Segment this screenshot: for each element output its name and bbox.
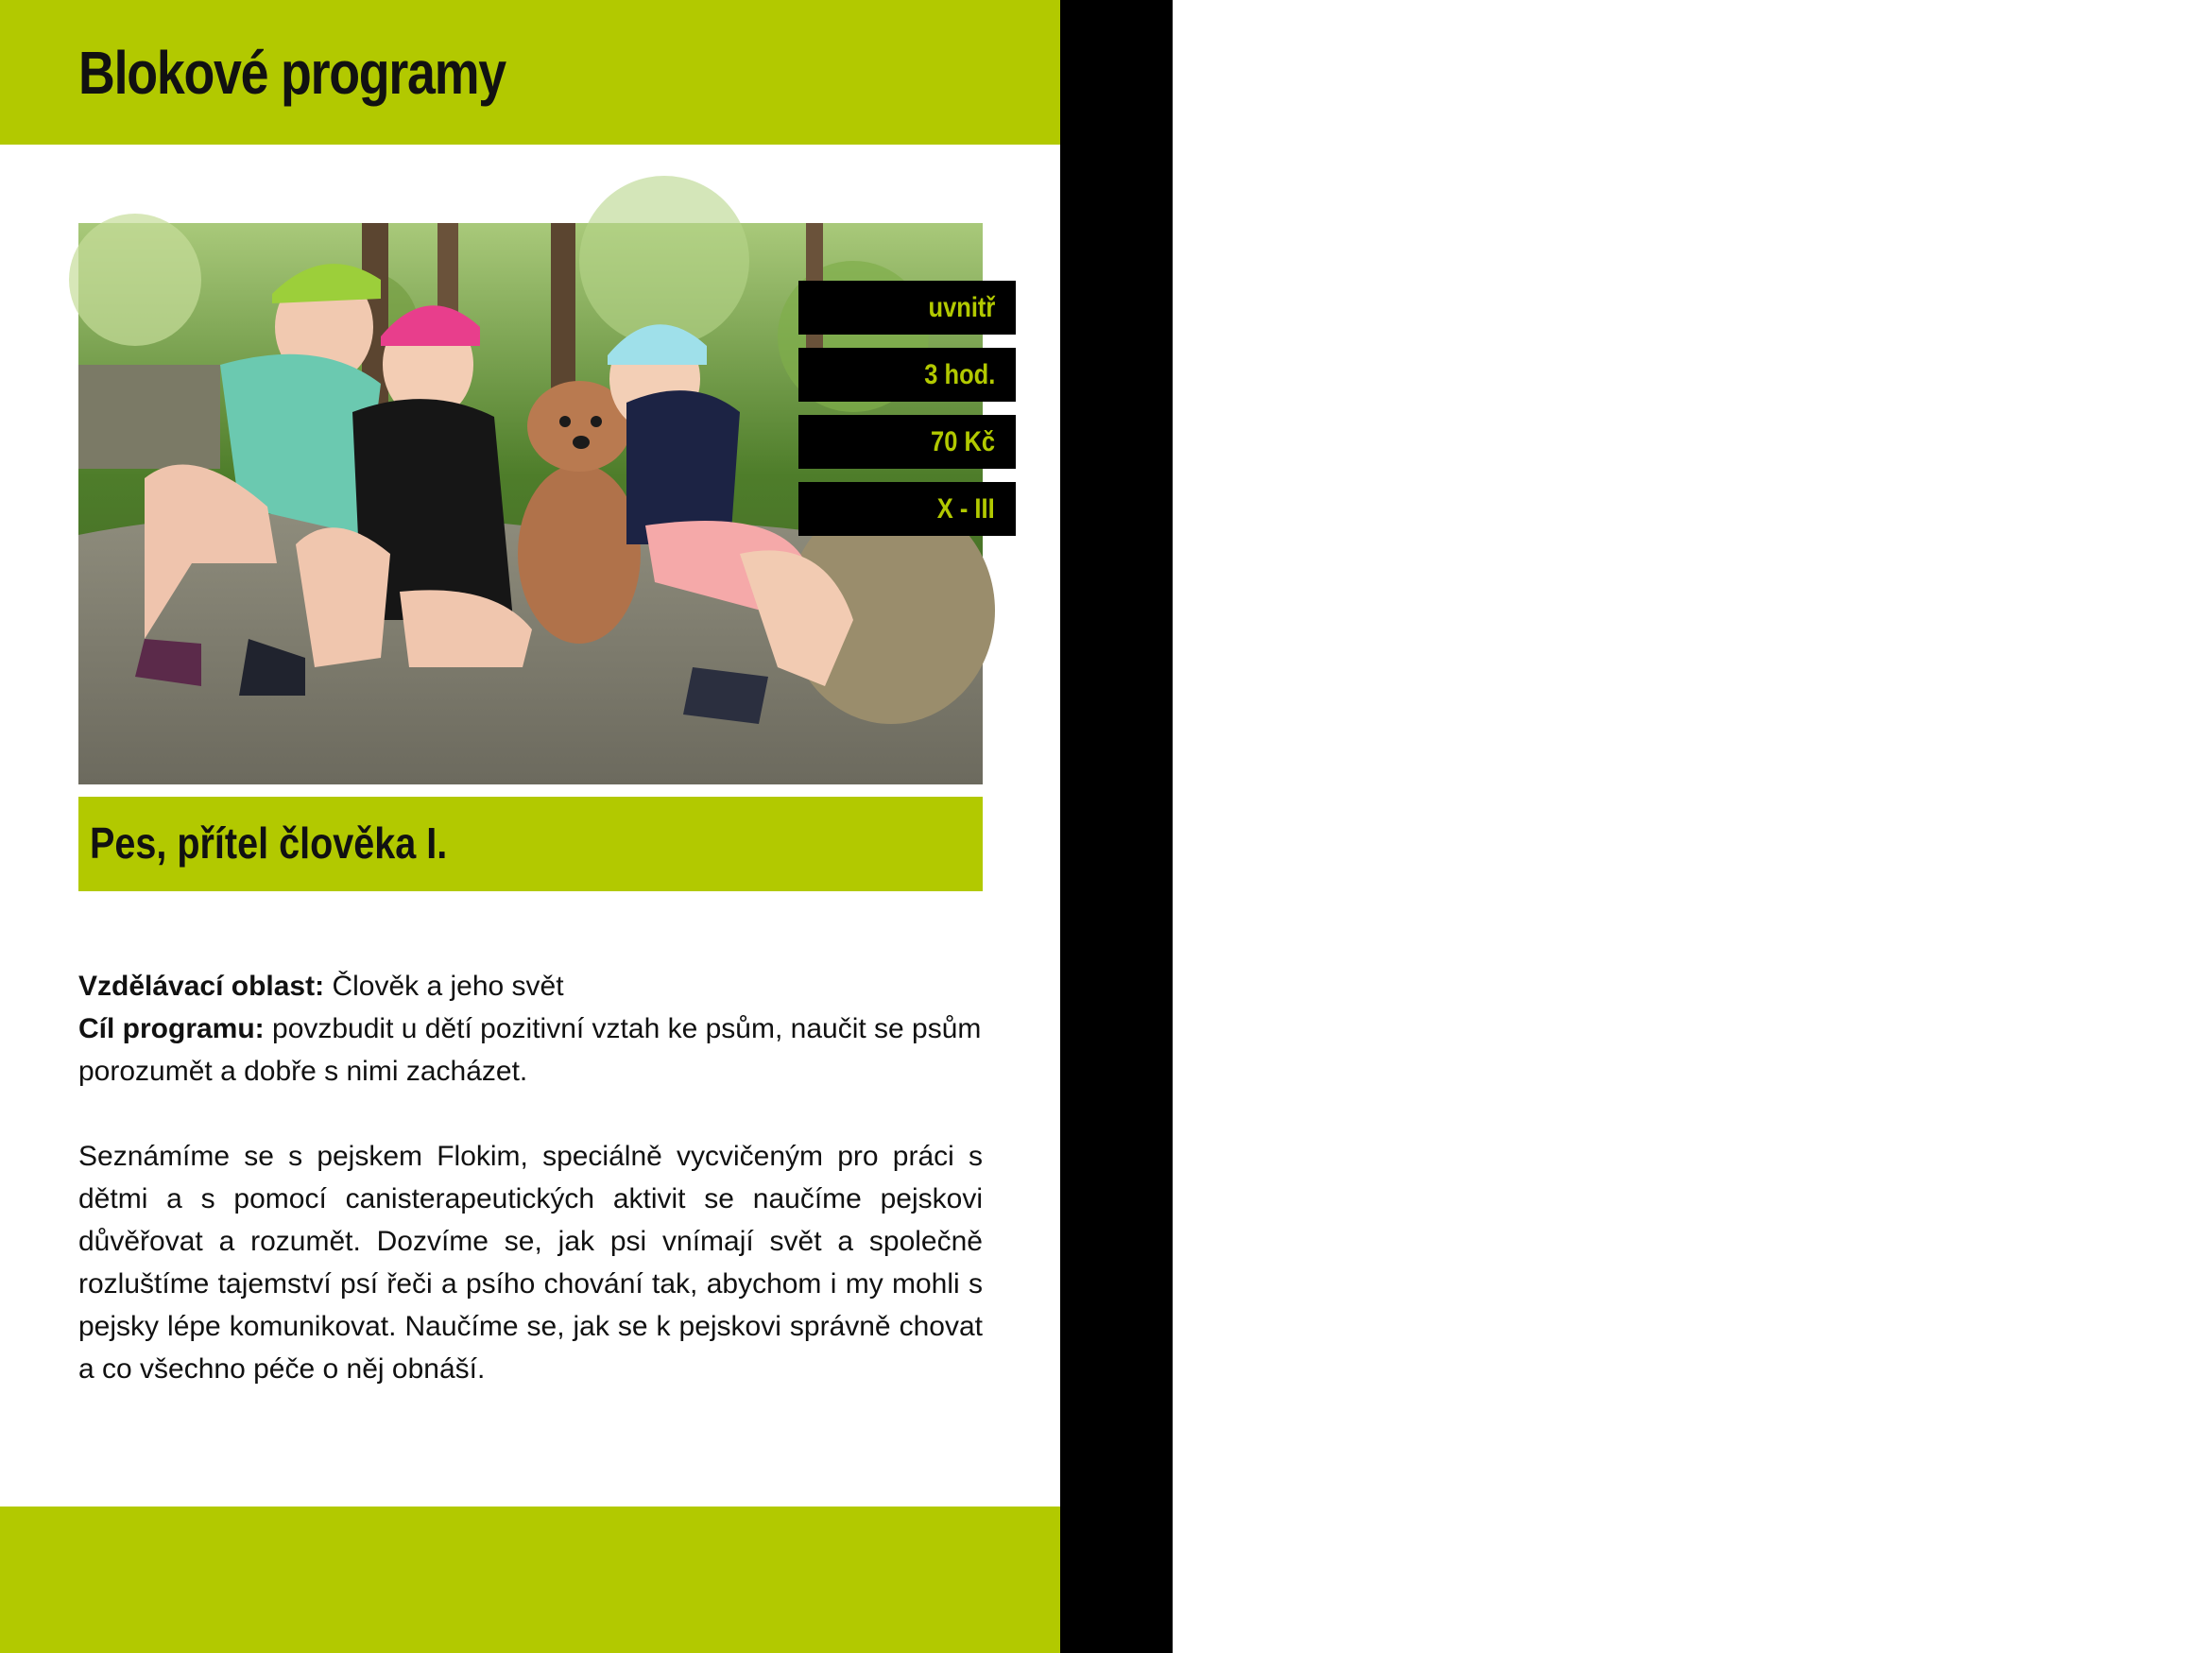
footer-bar (0, 1507, 1060, 1653)
tag-location: uvnitř (798, 281, 1016, 335)
program-title: Pes, přítel člověka I. (90, 818, 448, 868)
goal-value: povzbudit u dětí pozitivní vztah ke psům, naučit se psům porozumět a dobře s nimi zacházet. (78, 1013, 982, 1087)
area-line (78, 965, 983, 1007)
area-label: Vzdělávací oblast: (78, 971, 325, 1002)
header-bar (0, 0, 1060, 145)
program-description: Seznámíme se s pejskem Flokim, speciálně vycvičeným pro práci s dětmi a s pomocí canisterapeutických aktivit se naučíme pejskovi důvěřovat a rozumět. Dozvíme se, jak psi vnímají svět a společně rozluštíme tajemství psí řeči a psího chování tak, abychom i my mohli s pejsky lépe komunikovat. Naučíme se, jak se k pejskovi správně chovat a co všechno péče o něj obnáší. (78, 1141, 983, 1385)
goal-label: Cíl programu: (78, 1013, 265, 1044)
area-value: Člověk a jeho svět (324, 971, 564, 1002)
sidebar-title: Základní škola I. stupeň (2148, 142, 2211, 770)
goal-line (78, 1007, 983, 1093)
page-title: Blokové programy (78, 39, 506, 107)
program-content (78, 965, 983, 1390)
tag-price: 70 Kč (798, 415, 1016, 469)
tag-duration: 3 hod. (798, 348, 1016, 402)
program-title-bar (78, 797, 983, 891)
tag-months: X - III (798, 482, 1016, 536)
